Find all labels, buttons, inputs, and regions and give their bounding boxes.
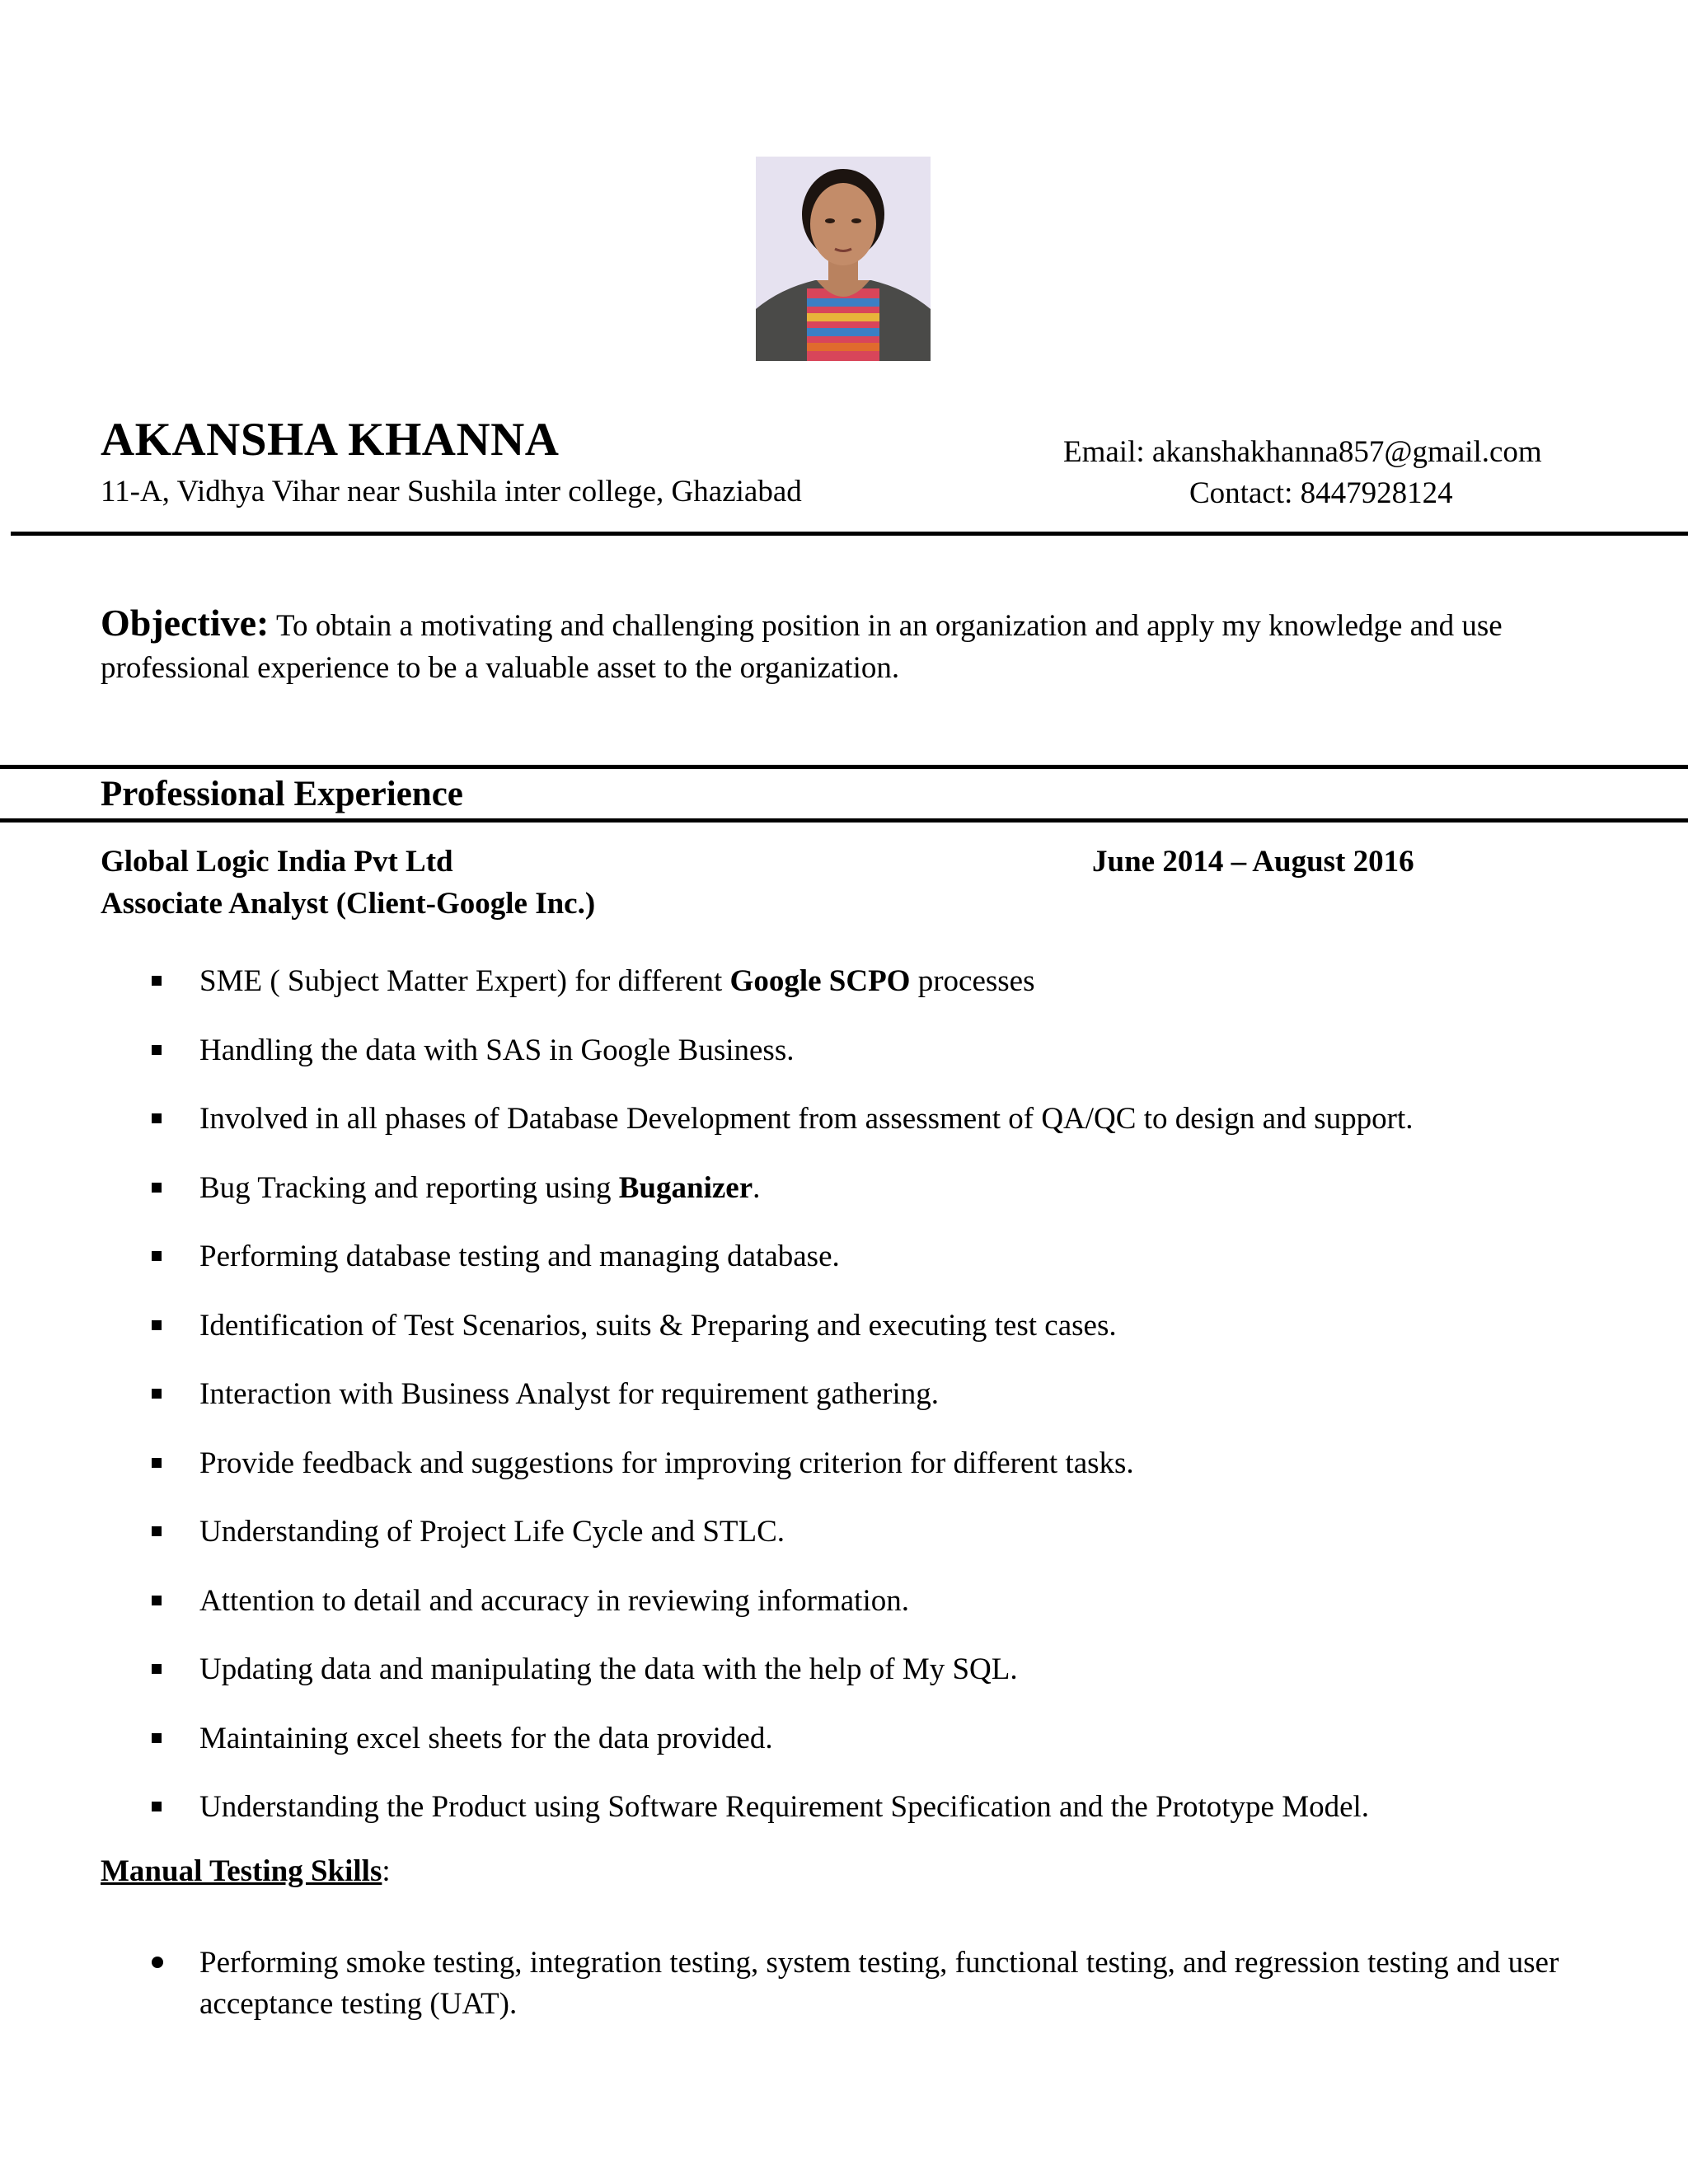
address: 11-A, Vidhya Vihar near Sushila inter college, Ghaziabad [101, 475, 802, 509]
list-item-text: Identification of Test Scenarios, suits & Preparing and executing test cases. [199, 1308, 1117, 1343]
list-item [0, 1171, 1688, 1240]
list-item [0, 1102, 1688, 1171]
list-item [0, 1515, 1688, 1584]
square-bullet-icon [152, 1802, 162, 1811]
square-bullet-icon [152, 1596, 162, 1605]
email: Email: akanshakhanna857@gmail.com [1063, 435, 1542, 469]
employment-dates: June 2014 – August 2016 [1092, 845, 1414, 879]
list-item-text: Understanding the Product using Software Requirement Specification and the Prototype Model. [199, 1790, 1370, 1824]
objective-text: To obtain a motivating and challenging position in an organization and apply my knowledge and use professional experience to be a valuable asset to the organization. [101, 609, 1503, 685]
company-name: Global Logic India Pvt Ltd [101, 845, 453, 879]
square-bullet-icon [152, 1664, 162, 1674]
skills-heading [101, 1856, 391, 1886]
list-item [0, 1309, 1688, 1378]
list-item-text: Performing smoke testing, integration testing, system testing, functional testing, and regression testing and user acceptance testing (UAT). [199, 1946, 1559, 2021]
list-item-text: SME ( Subject Matter Expert) for different Google SCPO processes [199, 964, 1035, 998]
list-item-text: Performing database testing and managing database. [199, 1240, 840, 1273]
experience-bullet-list [0, 964, 1688, 1859]
list-item [0, 1652, 1688, 1722]
square-bullet-icon [152, 1458, 162, 1468]
square-bullet-icon [152, 1045, 162, 1055]
list-item-text: Understanding of Project Life Cycle and STLC. [199, 1515, 785, 1549]
square-bullet-icon [152, 1389, 162, 1399]
square-bullet-icon [152, 1113, 162, 1123]
list-item-text: Attention to detail and accuracy in reviewing information. [199, 1583, 909, 1618]
skills-heading-text: Manual Testing Skills [101, 1854, 382, 1888]
list-item [0, 1377, 1688, 1446]
candidate-name: AKANSHA KHANNA [101, 414, 560, 466]
list-item-text: Updating data and manipulating the data with the help of My SQL. [199, 1652, 1018, 1686]
list-item-text: Bug Tracking and reporting using Buganizer. [199, 1170, 761, 1205]
contact-number: Contact: 8447928124 [1189, 476, 1453, 510]
square-bullet-icon [152, 1733, 162, 1743]
list-item-text: Handling the data with SAS in Google Business. [199, 1033, 795, 1067]
profile-photo [756, 157, 931, 361]
header-divider [11, 532, 1688, 536]
square-bullet-icon [152, 1183, 162, 1193]
section-title-experience: Professional Experience [101, 775, 463, 813]
list-item [0, 964, 1688, 1033]
square-bullet-icon [152, 1251, 162, 1261]
skills-heading-colon: : [382, 1854, 391, 1888]
objective [101, 602, 1584, 689]
list-item [0, 1790, 1688, 1859]
square-bullet-icon [152, 1320, 162, 1330]
list-item-text: Involved in all phases of Database Development from assessment of QA/QC to design and support. [199, 1102, 1414, 1136]
list-item [0, 1033, 1688, 1103]
list-item [0, 1240, 1688, 1309]
job-role: Associate Analyst (Client-Google Inc.) [101, 887, 596, 921]
square-bullet-icon [152, 1526, 162, 1536]
section-top-divider [0, 765, 1688, 769]
list-item-text: Maintaining excel sheets for the data provided. [199, 1721, 773, 1755]
round-bullet-icon [152, 1957, 163, 1968]
list-item [0, 1584, 1688, 1653]
list-item-text: Provide feedback and suggestions for improving criterion for different tasks. [199, 1446, 1134, 1480]
square-bullet-icon [152, 976, 162, 986]
section-bottom-divider [0, 818, 1688, 823]
list-item [0, 1722, 1688, 1791]
list-item-text: Interaction with Business Analyst for requirement gathering. [199, 1377, 940, 1411]
objective-label: Objective: [101, 602, 270, 644]
list-item [0, 1446, 1688, 1516]
